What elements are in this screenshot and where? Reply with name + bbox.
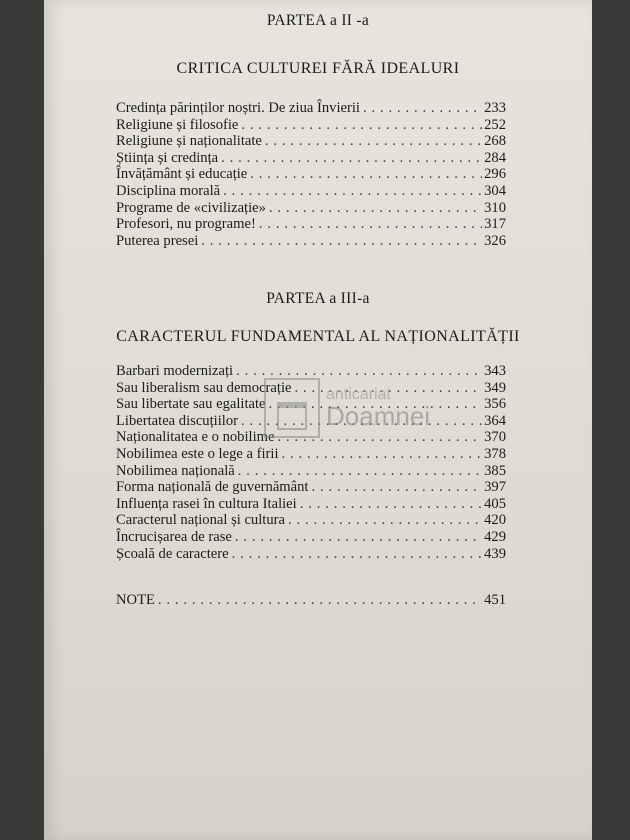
toc-entry-title: Barbari modernizați [116, 363, 234, 379]
part-3-heading: PARTEA a III-a [266, 290, 370, 307]
toc-entry [116, 100, 506, 117]
toc-entry-page: 349 [484, 379, 506, 396]
toc-entry-title: Încrucișarea de rase [116, 528, 232, 545]
toc-entry-page: 296 [484, 166, 506, 183]
part-2-title: CRITICA CULTUREI FĂRĂ IDEALURI [176, 60, 460, 77]
toc-entry-page: 326 [484, 232, 506, 249]
leader-dots [265, 133, 482, 150]
toc-entry-notes [116, 592, 506, 609]
leader-dots [282, 446, 483, 463]
toc-entry-title: Nobilimea este o lege a firii [116, 445, 279, 462]
toc-entry-page: 451 [484, 592, 506, 608]
toc-part-2 [116, 100, 506, 249]
toc-entry-page: 364 [484, 412, 506, 429]
toc-entry [116, 546, 506, 563]
toc-entry-page: 397 [484, 479, 506, 496]
toc-entry-page: 252 [484, 116, 506, 133]
toc-entry-page: 429 [484, 528, 506, 545]
leader-dots [312, 479, 483, 496]
toc-entry [116, 166, 506, 183]
toc-entry [116, 183, 506, 200]
toc-entry-title: Școală de caractere [116, 545, 229, 562]
toc-entry-title: Forma națională de guvernământ [116, 479, 309, 496]
leader-dots [241, 117, 482, 134]
toc-entry-title: Libertatea discuțiilor [116, 412, 238, 429]
leader-dots [223, 183, 482, 200]
toc-entry [116, 446, 506, 463]
leader-dots [288, 512, 482, 529]
toc-entry [116, 496, 506, 513]
leader-dots [235, 529, 482, 546]
toc-entry-title: Naționalitatea e o nobilime [116, 429, 275, 446]
leader-dots [201, 233, 482, 250]
toc-entry-page: 284 [484, 149, 506, 166]
toc-entry-page: 370 [484, 429, 506, 446]
toc-entry-page: 268 [484, 133, 506, 150]
toc-entry [116, 512, 506, 529]
toc-entry-title: NOTE [116, 592, 155, 608]
toc-entry-title: Învățământ și educație [116, 166, 248, 183]
toc-entry-title: Profesori, nu programe! [116, 216, 256, 233]
part-2-heading: PARTEA a II -a [266, 12, 370, 29]
toc-entry-page: 439 [484, 545, 506, 562]
watermark-small-text: anticariat [326, 386, 391, 403]
toc-entry-page: 317 [484, 216, 506, 233]
watermark-big-text: Doamnei [326, 401, 431, 431]
leader-dots [259, 216, 482, 233]
toc-entry [116, 150, 506, 167]
leader-dots [250, 166, 482, 183]
toc-entry [116, 117, 506, 134]
toc-entry-title: Nobilimea națională [116, 462, 235, 479]
toc-entry-title: Credința părinților noștri. De ziua Învierii [116, 100, 360, 116]
toc-entry-title: Sau libertate sau egalitate [116, 396, 266, 413]
toc-entry-title: Caracterul național și cultura [116, 512, 285, 529]
toc-entry [116, 233, 506, 250]
toc-entry [116, 529, 506, 546]
toc-entry-page: 310 [484, 199, 506, 216]
toc-entry-title: Religiune și naționalitate [116, 133, 262, 150]
part-3-title: CARACTERUL FUNDAMENTAL AL NAȚIONALITĂȚII [116, 328, 520, 345]
toc-entry [116, 463, 506, 480]
leader-dots [363, 100, 482, 117]
toc-entry-page: 343 [484, 363, 506, 379]
book-page [44, 0, 592, 840]
toc-entry-title: Sau liberalism sau democrație [116, 379, 292, 396]
leader-dots [221, 150, 482, 167]
toc-entry-title: Știința și credința [116, 149, 219, 166]
toc-entry-title: Programe de «civilizație» [116, 199, 266, 216]
toc-entry-page: 233 [484, 100, 506, 116]
leader-dots [238, 463, 482, 480]
leader-dots [232, 546, 482, 563]
toc-entry-page: 378 [484, 445, 506, 462]
watermark [264, 378, 430, 438]
leader-dots [269, 200, 482, 217]
toc-entry [116, 479, 506, 496]
toc-entry-title: Disciplina morală [116, 182, 221, 199]
leader-dots [300, 496, 482, 513]
toc-entry [116, 133, 506, 150]
toc-entry-title: Religiune și filosofie [116, 116, 239, 133]
toc-entry-page: 405 [484, 495, 506, 512]
toc-entry-page: 385 [484, 462, 506, 479]
toc-entry-title: Puterea presei [116, 232, 199, 249]
toc-entry [116, 200, 506, 217]
toc-notes [116, 592, 506, 609]
toc-entry-page: 420 [484, 512, 506, 529]
toc-entry-title: Influența rasei în cultura Italiei [116, 495, 297, 512]
toc-entry [116, 216, 506, 233]
books-icon [264, 378, 320, 438]
toc-entry-page: 356 [484, 396, 506, 413]
toc-entry-page: 304 [484, 182, 506, 199]
leader-dots [158, 592, 482, 609]
